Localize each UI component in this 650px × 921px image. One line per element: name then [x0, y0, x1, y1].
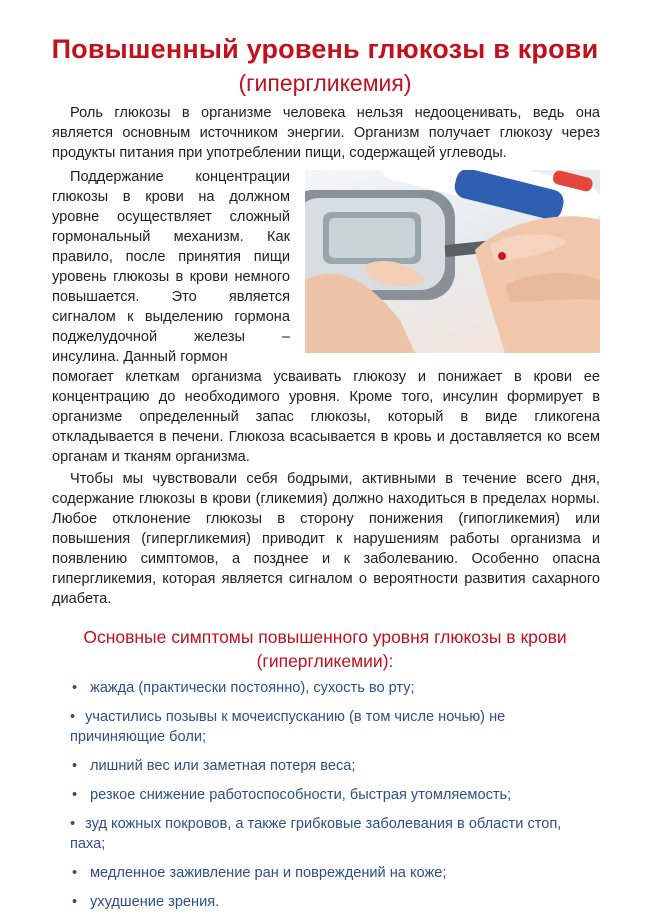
- list-item: [70, 785, 590, 805]
- list-item: [70, 756, 590, 776]
- bullet-icon: •: [72, 680, 78, 696]
- list-item: [70, 678, 590, 698]
- bullet-icon: •: [72, 787, 78, 803]
- symptoms-list: [70, 678, 590, 921]
- glycemia-paragraph: Чтобы мы чувствовали себя бодрыми, активными в течение всего дня, содержание глюкозы в крови (гликемия) должно находиться в пределах нормы. Любое отклонение глюкозы в сторону понижения (гипогликемия) или повышения (гипергликемия) приводит к нарушениям работы организма и появлению симптомов, а позднее и к заболеванию. Особенно опасна гипергликемия, которая является сигналом о вероятности развития сахарного диабета.: [52, 471, 600, 607]
- intro-paragraph: Роль глюкозы в организме человека нельзя недооценивать, ведь она является основным источником энергии. Организм получает глюкозу через продукты питания при употреблении пищи, содержащей углеводы.: [52, 105, 600, 161]
- symptom-text: медленное заживление ран и повреждений на коже;: [90, 865, 447, 881]
- page-subtitle: (гипергликемия): [238, 70, 412, 96]
- list-item: [70, 863, 590, 883]
- symptom-text: лишний вес или заметная потеря веса;: [90, 758, 356, 774]
- symptoms-heading-line2: (гипергликемии):: [256, 651, 394, 671]
- symptoms-heading: [0, 625, 650, 673]
- symptom-text: участились позывы к мочеиспусканию (в том числе ночью) не причиняющие боли;: [70, 709, 506, 745]
- symptoms-heading-line1: Основные симптомы повышенного уровня глюкозы в крови: [83, 627, 567, 647]
- bullet-icon: •: [70, 709, 76, 725]
- glucose-meter-photo: [305, 170, 600, 353]
- page-title: Повышенный уровень глюкозы в крови: [51, 34, 599, 64]
- insulin-paragraph-top: Поддержание концентрации глюкозы в крови на должном уровне осуществляет сложный гормональный механизм. Как правило, после принятия пищи уровень глюкозы в крови немного повышается. Это является сигналом к выделению гормона поджелудочной железы – инсулина. Данный гормон: [52, 169, 290, 365]
- list-item: [70, 814, 590, 854]
- bullet-icon: •: [72, 758, 78, 774]
- bullet-icon: •: [72, 894, 78, 910]
- symptom-text: ухудшение зрения.: [90, 894, 220, 910]
- bullet-icon: •: [70, 816, 76, 832]
- symptom-text: зуд кожных покровов, а также грибковые заболевания в области стоп, паха;: [70, 816, 562, 852]
- bullet-icon: •: [72, 865, 78, 881]
- symptom-text: жажда (практически постоянно), сухость во рту;: [90, 680, 415, 696]
- symptom-text: резкое снижение работоспособности, быстрая утомляемость;: [90, 787, 512, 803]
- glucose-test-illustration: [305, 170, 600, 353]
- insulin-paragraph-bottom: помогает клеткам организма усваивать глюкозу и понижает в крови ее концентрацию до необходимого уровня. Кроме того, инсулин формирует в организме определенный запас глюкозы, который в виде гликогена откладывается в печени. Глюкоза всасывается в кровь и доставляется ко всем органам и тканям организма.: [52, 369, 600, 465]
- list-item: [70, 707, 590, 747]
- list-item: [70, 892, 590, 912]
